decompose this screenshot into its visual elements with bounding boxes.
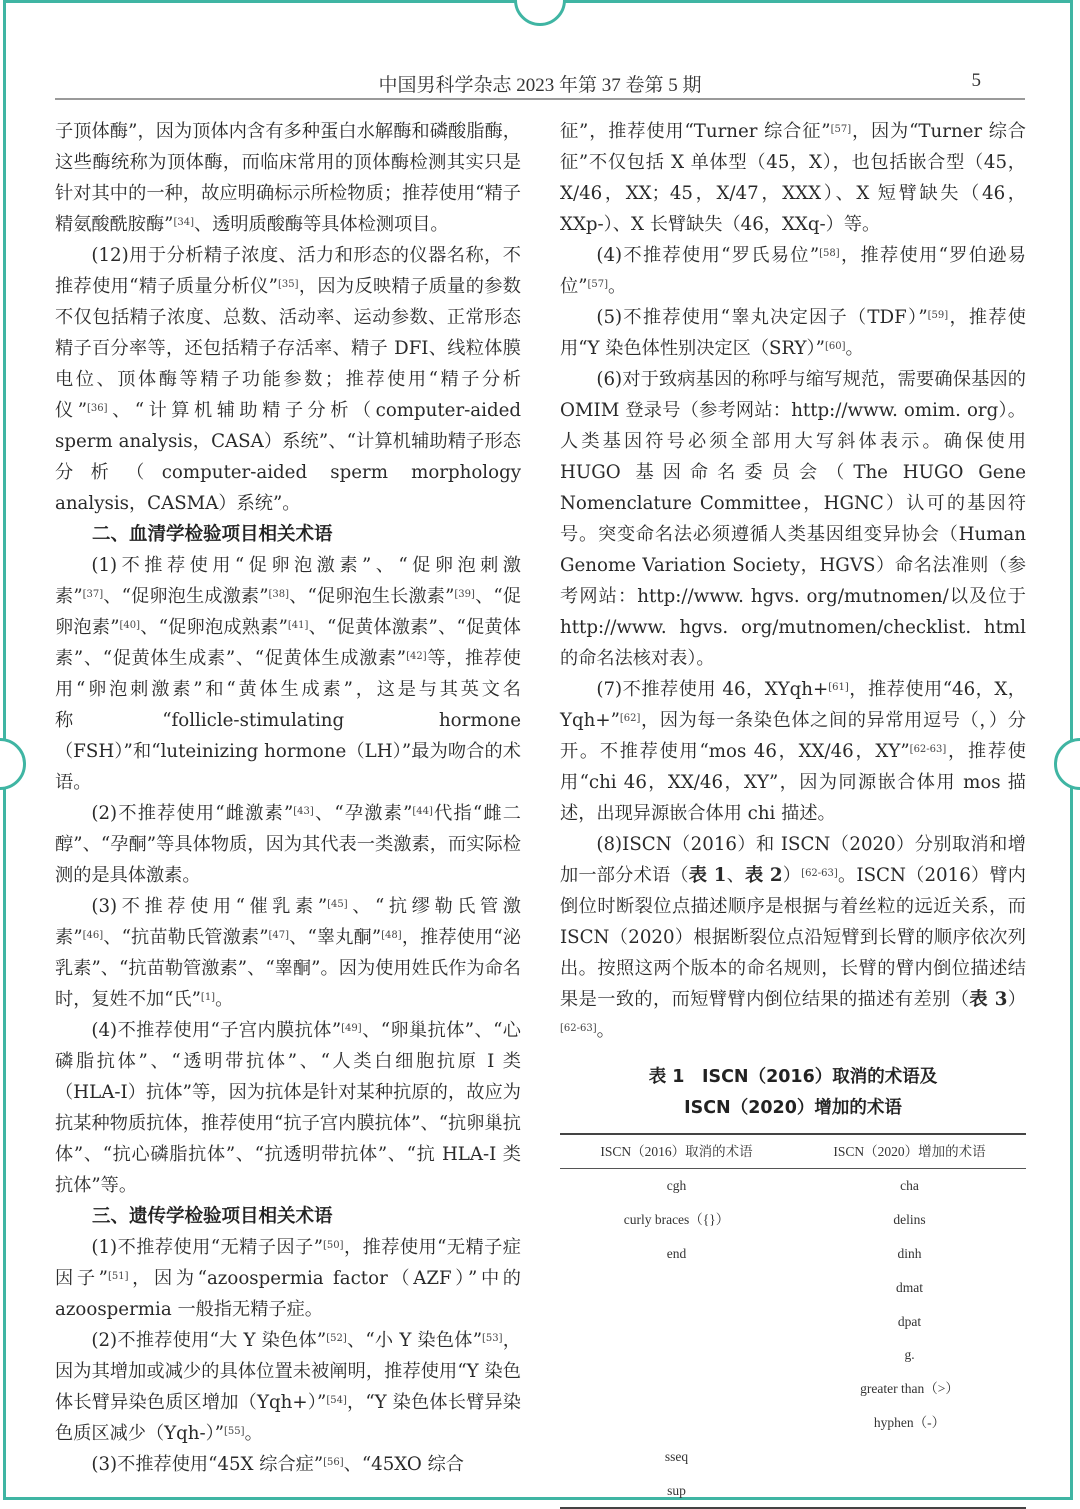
table-header-row — [560, 1134, 1026, 1169]
paragraph: (1)不推荐使用“促卵泡激素”、“促卵泡刺激素”[37]、“促卵泡生成激素”[38]、“促卵泡生长激素”[39]、“促卵泡素”[40]、“促卵泡成熟素”[41]、“促黄体激素”、“促黄体素”、“促黄体生成素”、“促黄体生成激素”[42]等，推荐使用“卵泡刺激素”和“黄体生成素”，这是与其英文名称“follicle-stimulating hormone（FSH）”和“luteinizing hormone（LH）”最为吻合的术语。 — [55, 555, 521, 793]
table-cell — [793, 1439, 1026, 1473]
citation[interactable]: [51] — [107, 1271, 129, 1282]
paragraph: (7)不推荐使用 46，XYqh+[61]，推荐使用“46，X，Yqh+”[62]，因为每一条染色体之间的异常用逗号（，）分开。不推荐使用“mos 46，XX/46，XY”[62-63]，推荐使用“chi 46，XX/46，XY”，因为同源嵌合体用 mos 描述，出现异源嵌合体用 chi 描述。 — [560, 679, 1026, 824]
table-row — [560, 1473, 1026, 1508]
table-row — [560, 1338, 1026, 1372]
citation[interactable]: [37] — [82, 589, 104, 600]
table-cell — [560, 1270, 793, 1304]
citation[interactable]: [53] — [482, 1333, 503, 1344]
table-cell: end — [666, 1245, 687, 1261]
iscn-terms-table — [560, 1133, 1026, 1509]
table-row — [560, 1270, 1026, 1304]
table-cell: hyphen（-） — [873, 1414, 946, 1430]
citation[interactable]: [50] — [323, 1240, 344, 1251]
citation[interactable]: [62] — [619, 713, 641, 724]
citation[interactable]: [62-63] — [909, 744, 947, 755]
paragraph: (6)对于致病基因的称呼与缩写规范，需要确保基因的 OMIM 登录号（参考网站：http://www. omim. org）。人类基因符号必须全部用大写斜体表示。确保使用 HUGO 基因命名委员会（The HUGO Gene Nomenclature Committee，HGNC）认可的基因符号。突变命名法必须遵循人类基因组变异协会（Human Genome Variation Society，HGVS）命名法准则（参考网站：http://www. hgvs. org/mutnomen/以及位于 http://www. hgvs. org/mutnomen/checklist. html 的命名法核对表）。 — [560, 369, 1026, 669]
citation[interactable]: [61] — [828, 682, 849, 693]
table-cell: sup — [560, 1473, 793, 1508]
table-cell: dpat — [897, 1313, 922, 1329]
paragraph: 子顶体酶”，因为顶体内含有多种蛋白水解酶和磷酸脂酶，这些酶统称为顶体酶，而临床常用的顶体酶检测其实只是针对其中的一种，故应明确标示所检物质；推荐使用“精子精氨酸酰胺酶”[34]、透明质酸酶等具体检测项目。 — [55, 121, 521, 235]
column-header: ISCN（2020）增加的术语 — [793, 1134, 1026, 1169]
citation[interactable]: [43] — [293, 806, 314, 817]
table-cell: cgh — [666, 1178, 687, 1194]
citation[interactable]: [55] — [224, 1426, 245, 1437]
table-cell: delins — [893, 1212, 926, 1228]
citation[interactable]: [57] — [587, 279, 609, 290]
column-header: ISCN（2016）取消的术语 — [560, 1134, 793, 1169]
journal-title: 中国男科学杂志 2023 年第 37 卷第 5 期 — [378, 75, 702, 96]
citation[interactable]: [60] — [824, 341, 846, 352]
citation[interactable]: [58] — [819, 248, 840, 259]
table-cell: sseq — [664, 1448, 689, 1464]
table-row — [560, 1304, 1026, 1338]
paragraph: (3)不推荐使用“催乳素”[45]、“抗缪勒氏管激素”[46]、“抗苗勒氏管激素”[47]、“睾丸酮”[48]，推荐使用“泌乳素”、“抗苗勒管激素”、“睾酮”。因为使用姓氏作为命名时，复姓不加“氏”[1]。 — [55, 896, 521, 1010]
citation[interactable]: [36] — [87, 403, 108, 414]
section-heading: 二、血清学检验项目相关术语 — [92, 524, 333, 545]
paragraph: (4)不推荐使用“罗氏易位”[58]，推荐使用“罗伯逊易位”[57]。 — [560, 245, 1026, 297]
running-header — [55, 68, 1025, 100]
paragraph: (12)用于分析精子浓度、活力和形态的仪器名称，不推荐使用“精子质量分析仪”[35]，因为反映精子质量的参数不仅包括精子浓度、总数、活动率、运动参数、正常形态精子百分率等，还包括精子存活率、精子 DFI、线粒体膜电位、顶体酶等精子功能参数；推荐使用“精子分析仪”[36]、“计算机辅助精子分析（computer-aided sperm analysis，CASA）系统”、“计算机辅助精子形态分析（computer-aided sperm morphology analysis，CASMA）系统”。 — [55, 245, 521, 514]
table-cell — [560, 1372, 793, 1406]
citation[interactable]: [52] — [326, 1333, 347, 1344]
citation[interactable]: [46] — [82, 930, 104, 941]
citation[interactable]: [48] — [381, 930, 402, 941]
table-cell: curly braces（{}） — [623, 1212, 730, 1228]
table-cell: cha — [900, 1178, 919, 1194]
table-row — [560, 1406, 1026, 1440]
table-caption — [560, 1062, 1026, 1124]
citation[interactable]: [45] — [327, 899, 348, 910]
table-row — [560, 1237, 1026, 1271]
citation[interactable]: [47] — [268, 930, 290, 941]
citation[interactable]: [59] — [927, 310, 949, 321]
table-row — [560, 1203, 1026, 1237]
citation[interactable]: [40] — [119, 620, 141, 631]
table-cell: dmat — [896, 1279, 923, 1295]
paragraph: (2)不推荐使用“雌激素”[43]、“孕激素”[44]代指“雌二醇”、“孕酮”等具体物质，因为其代表一类激素，而实际检测的是具体激素。 — [55, 803, 521, 886]
page-number: 5 — [971, 70, 981, 91]
paragraph: (5)不推荐使用“睾丸决定因子（TDF）”[59]，推荐使用“Y 染色体性别决定区（SRY）”[60]。 — [560, 307, 1026, 359]
citation[interactable]: [54] — [326, 1395, 347, 1406]
right-column — [560, 116, 1026, 1509]
section-heading: 三、遗传学检验项目相关术语 — [92, 1206, 333, 1227]
citation[interactable]: [39] — [454, 589, 475, 600]
table-cell — [560, 1406, 793, 1440]
paragraph: 征”，推荐使用“Turner 综合征”[57]，因为“Turner 综合征”不仅包括 X 单体型（45，X），也包括嵌合型（45，X/46，XX；45，X/47，XXX）、X 短臂缺失（46，XXp-）、X 长臂缺失（46，XXq-）等。 — [560, 121, 1026, 235]
table-reference[interactable]: 表 2 — [744, 865, 783, 886]
citation[interactable]: [34] — [173, 217, 194, 228]
table-row — [560, 1439, 1026, 1473]
table-reference[interactable]: 表 3 — [969, 989, 1008, 1010]
paragraph: (3)不推荐使用“45X 综合症”[56]、“45XO 综合 — [91, 1454, 464, 1475]
table-row — [560, 1169, 1026, 1203]
paragraph: (2)不推荐使用“大 Y 染色体”[52]、“小 Y 染色体”[53]，因为其增加或减少的具体位置未被阐明，推荐使用“Y 染色体长臂异染色质区增加（Yqh+）”[54]，“Y 染色体长臂异染色质区减少（Yqh-）”[55]。 — [55, 1330, 521, 1444]
citation[interactable]: [1] — [200, 992, 216, 1003]
citation[interactable]: [42] — [406, 651, 427, 662]
citation[interactable]: [38] — [268, 589, 290, 600]
citation[interactable]: [41] — [287, 620, 309, 631]
citation[interactable]: [57] — [830, 124, 852, 135]
citation[interactable]: [62-63] — [801, 868, 838, 879]
table-row — [560, 1372, 1026, 1406]
table-cell — [560, 1304, 793, 1338]
paragraph: (4)不推荐使用“子宫内膜抗体”[49]、“卵巢抗体”、“心磷脂抗体”、“透明带抗体”、“人类白细胞抗原 I 类（HLA-I）抗体”等，因为抗体是针对某种抗原的，故应为抗某种物质抗体，推荐使用“抗子宫内膜抗体”、“抗卵巢抗体”、“抗心磷脂抗体”、“抗透明带抗体”、“抗 HLA-I 类抗体”等。 — [55, 1020, 521, 1196]
citation[interactable]: [49] — [341, 1023, 362, 1034]
paragraph: (1)不推荐使用“无精子因子”[50]，推荐使用“无精子症因子”[51]，因为“azoospermia factor（AZF）”中的 azoospermia 一般指无精子症。 — [55, 1237, 521, 1320]
table-cell: dinh — [897, 1245, 922, 1261]
left-column — [55, 116, 521, 1480]
citation[interactable]: [35] — [277, 279, 299, 290]
table-cell — [793, 1473, 1026, 1508]
caption-line: 表 1 ISCN（2016）取消的术语及 — [648, 1067, 938, 1087]
caption-line: ISCN（2020）增加的术语 — [684, 1098, 902, 1118]
table-reference[interactable]: 表 1 — [688, 865, 727, 886]
citation[interactable]: [44] — [412, 806, 433, 817]
citation[interactable]: [56] — [323, 1457, 344, 1468]
table-cell — [560, 1338, 793, 1372]
paragraph: (8)ISCN（2016）和 ISCN（2020）分别取消和增加一部分术语（表 1、表 2）[62-63]。ISCN（2016）臂内倒位时断裂位点描述顺序是根据与着丝粒的远近关系，而 ISCN（2020）根据断裂位点沿短臂到长臂的顺序依次列出。按照这两个版本的命名规则，长臂的臂内倒位描述结果是一致的，而短臂臂内倒位结果的描述有差别（表 3）[62-63]。 — [560, 834, 1026, 1041]
citation[interactable]: [62-63] — [560, 1023, 597, 1034]
table-cell: g. — [904, 1347, 915, 1363]
table-cell: greater than（>） — [860, 1381, 959, 1397]
